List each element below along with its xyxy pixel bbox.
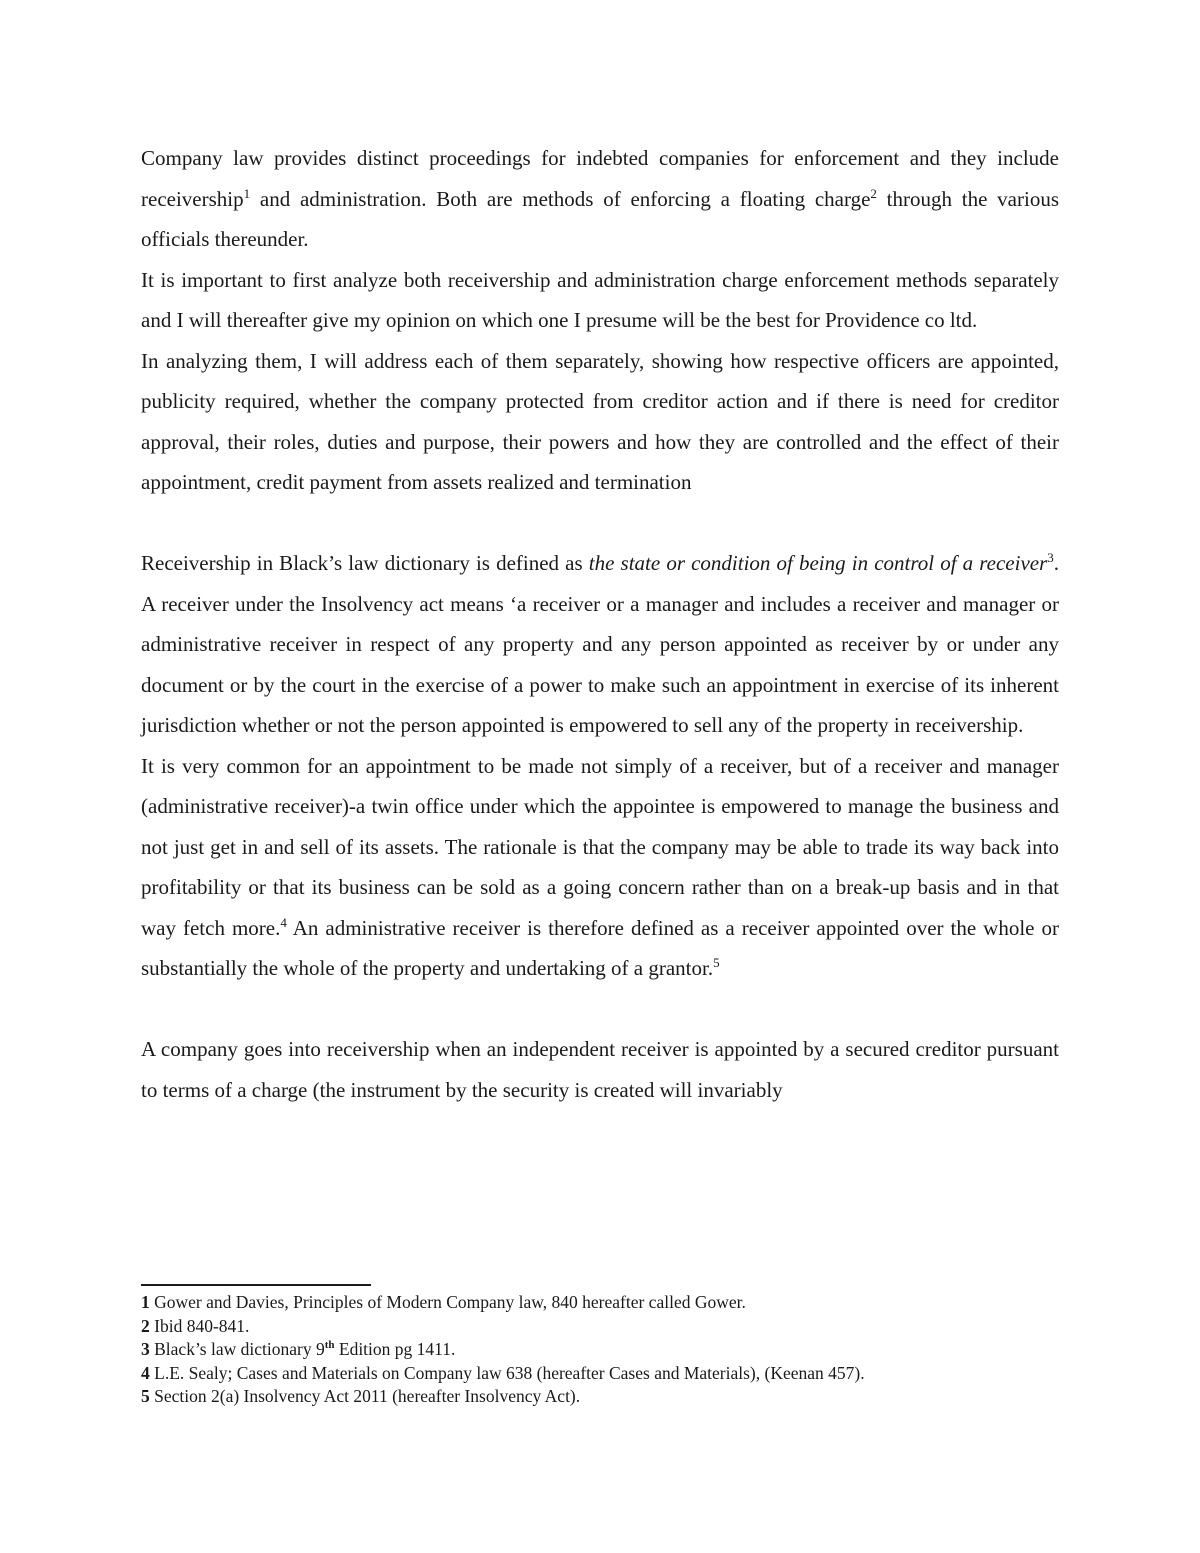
paragraph-administrative-receiver [141,746,1059,989]
footnote-superscript: th [324,1339,335,1352]
paragraph-analysis-scope: In analyzing them, I will address each of them separately, showing how respective officers are appointed, publicity required, whether the company protected from creditor action and if there is need for creditor approval, their roles, duties and purpose, their powers and how they are controlled and the effect of their appointment, credit payment from assets realized and termination [141,348,1059,494]
paragraph-company-receivership: A company goes into receivership when an independent receiver is appointed by a secured creditor pursuant to terms of a charge (the instrument by the security is created will invariably [141,1037,1059,1102]
footnotes [141,1291,1059,1409]
footnote-5 [141,1385,1059,1409]
footnote-number: 4 [141,1362,150,1383]
footnote-1 [141,1291,1059,1315]
footnote-number: 5 [141,1386,150,1407]
footnote-4 [141,1362,1059,1386]
footnote-text: Gower and Davies, Principles of Modern Company law, 840 hereafter called Gower. [149,1292,746,1312]
footnote-separator [141,1284,371,1286]
footnote-2 [141,1315,1059,1339]
body-text [141,138,1059,1110]
paragraph-intro-text-b: and administration. Both are methods of enforcing a floating charge [250,186,871,211]
footnote-ref-2: 2 [870,185,877,201]
paragraph-receivership-text-a: Receivership in Black’s law dictionary is defined as [141,551,589,575]
paragraph-receivership-definition [141,543,1059,746]
footnote-text: L.E. Sealy; Cases and Materials on Company law 638 (hereafter Cases and Materials), (Keenan 457). [149,1362,865,1383]
paragraph-admin-receiver-text-a: It is very common for an appointment to be made not simply of a receiver, but of a receiver and manager (administrative receiver)-a twin office under which the appointee is empowered to manage the business and not just get in and sell of its assets. The rationale is that the company may be able to trade its way back into profitability or that its business can be sold as a going concern rather than on a break-up basis and in that way fetch more. [141,753,1059,940]
paragraph-receivership-text-b: . A receiver under the Insolvency act means ‘a receiver or a manager and includes a receiver and manager or administrative receiver in respect of any property and any person appointed as receiver by or under any document or by the court in the exercise of a power to make such an appointment in exercise of its inherent jurisdiction whether or not the person appointed is empowered to sell any of the property in receivership. [141,551,1060,737]
paragraph-admin-receiver-text-b: An administrative receiver is therefore defined as a receiver appointed over the whole or substantially the whole of the property and undertaking of a grantor. [141,915,1059,980]
paragraph-intro-text-a: Company law provides distinct proceedings for indebted companies for enforcement and they include receivership [141,146,1059,211]
footnote-ref-1: 1 [243,185,251,201]
footnote-number: 1 [141,1292,150,1312]
footnote-number: 2 [141,1315,150,1336]
footnote-ref-4: 4 [280,914,287,930]
paragraph-analysis-plan: It is important to first analyze both receivership and administration charge enforcement methods separately and I will thereafter give my opinion on which one I presume will be the best for Providence co ltd. [141,267,1059,332]
footnote-3 [141,1338,1059,1362]
footnote-text: Black’s law dictionary 9 [149,1339,325,1360]
footnote-text: Edition pg 1411. [334,1339,456,1360]
receivership-definition-quote: the state or condition of being in control of a receiver [588,551,1048,575]
footnote-ref-3: 3 [1047,550,1054,565]
paragraph-intro [141,138,1059,260]
footnote-number: 3 [141,1339,150,1360]
footnote-text: Section 2(a) Insolvency Act 2011 (hereafter Insolvency Act). [149,1386,581,1407]
footnote-ref-5: 5 [713,955,720,970]
paragraph-intro-text-c: through the various officials thereunder. [141,186,1059,251]
footnote-text: Ibid 840-841. [149,1315,250,1336]
